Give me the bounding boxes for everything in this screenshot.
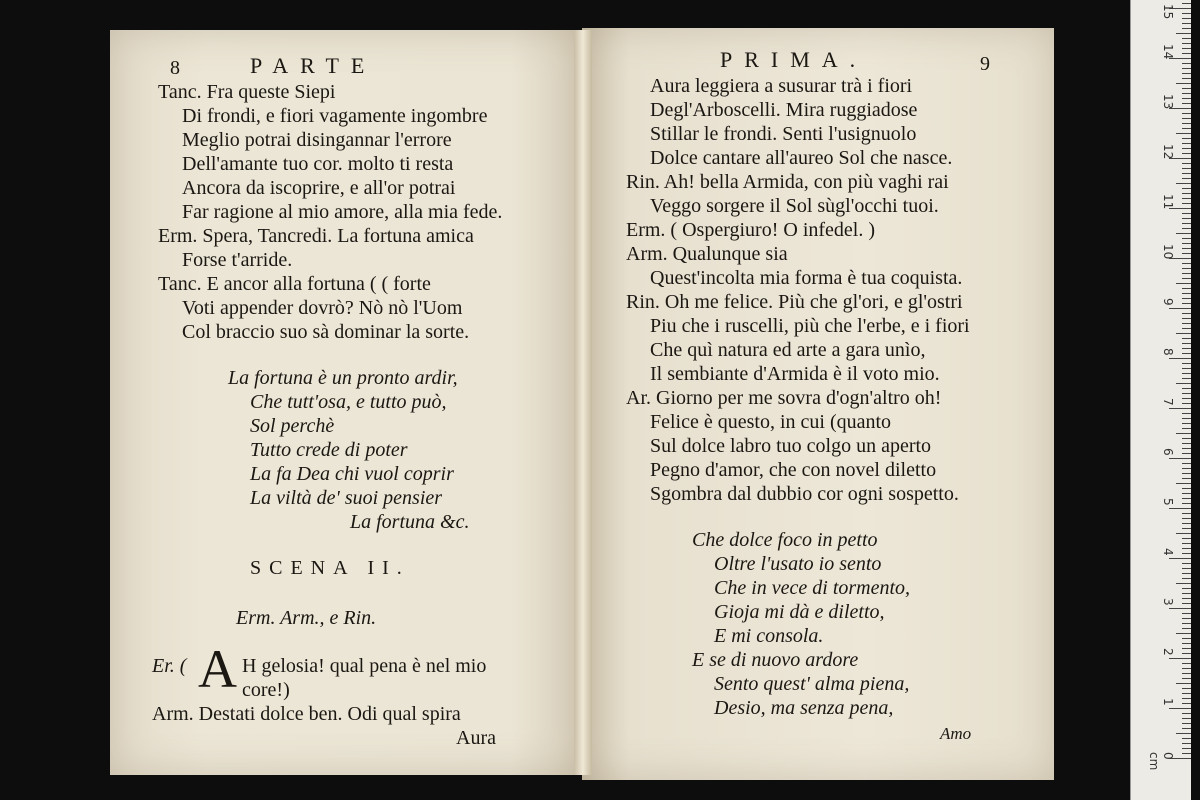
right-catchword: Amo xyxy=(940,724,972,743)
ruler-tick xyxy=(1176,533,1191,534)
ruler-tick xyxy=(1182,268,1191,269)
ruler-tick xyxy=(1176,633,1191,634)
ruler-tick xyxy=(1169,658,1191,659)
ruler-tick xyxy=(1182,128,1191,129)
ruler-tick xyxy=(1182,298,1191,299)
right-line: Piu che i ruscelli, più che l'erbe, e i fiori xyxy=(650,315,970,337)
ruler-tick xyxy=(1182,423,1191,424)
right-line: Sgombra dal dubbio cor ogni sospetto. xyxy=(650,483,959,505)
ruler-number: 10 xyxy=(1161,244,1175,260)
ruler-tick xyxy=(1182,638,1191,639)
right-aria-line: E mi consola. xyxy=(714,625,824,647)
left-line: Forse t'arride. xyxy=(182,249,293,271)
right-line: Che quì natura ed arte a gara unìo, xyxy=(650,339,926,361)
ruler-tick xyxy=(1182,373,1191,374)
left-running-head: PARTE xyxy=(250,53,377,78)
ruler-tick xyxy=(1182,163,1191,164)
right-aria-line: Che dolce foco in petto xyxy=(692,529,878,551)
ruler-tick xyxy=(1182,463,1191,464)
ruler-tick xyxy=(1182,493,1191,494)
right-line: Ar. Giorno per me sovra d'ogn'altro oh! xyxy=(626,387,942,409)
ruler-tick xyxy=(1182,698,1191,699)
ruler-tick xyxy=(1182,518,1191,519)
ruler-tick xyxy=(1182,588,1191,589)
ruler-tick xyxy=(1182,468,1191,469)
left-line: Tanc. E ancor alla fortuna ( ( forte xyxy=(158,273,431,295)
ruler-tick xyxy=(1176,383,1191,384)
left-aria-line: Sol perchè xyxy=(250,415,335,437)
left-aria-line: La fortuna &c. xyxy=(350,511,470,533)
ruler-tick xyxy=(1182,388,1191,389)
left-line: Voti appender dovrò? Nò nò l'Uom xyxy=(182,297,463,319)
ruler-tick xyxy=(1182,228,1191,229)
ruler-tick xyxy=(1182,138,1191,139)
ruler-number: 2 xyxy=(1161,648,1175,656)
ruler-tick xyxy=(1182,653,1191,654)
ruler-tick xyxy=(1182,743,1191,744)
ruler-tick xyxy=(1182,63,1191,64)
ruler-tick xyxy=(1182,718,1191,719)
ruler-tick xyxy=(1182,613,1191,614)
ruler-tick xyxy=(1182,498,1191,499)
ruler-tick xyxy=(1182,628,1191,629)
ruler-tick xyxy=(1182,378,1191,379)
ruler-tick xyxy=(1169,608,1191,609)
ruler-tick xyxy=(1182,393,1191,394)
ruler-tick xyxy=(1182,198,1191,199)
ruler-tick xyxy=(1182,98,1191,99)
ruler-tick xyxy=(1182,303,1191,304)
ruler-tick xyxy=(1182,193,1191,194)
ruler-tick xyxy=(1182,728,1191,729)
ruler-number: 13 xyxy=(1161,94,1175,110)
ruler-tick xyxy=(1182,213,1191,214)
left-aria-line: La fa Dea chi vuol coprir xyxy=(250,463,454,485)
left-aria-line: Tutto crede di poter xyxy=(250,439,408,461)
ruler-number: 1 xyxy=(1161,698,1175,706)
ruler-number: 14 xyxy=(1161,44,1175,60)
ruler-tick xyxy=(1182,723,1191,724)
right-aria-line: Desio, ma senza pena, xyxy=(714,697,894,719)
ruler-tick xyxy=(1182,618,1191,619)
left-line: Erm. Spera, Tancredi. La fortuna amica xyxy=(158,225,474,247)
ruler-tick xyxy=(1176,583,1191,584)
ruler-tick xyxy=(1169,708,1191,709)
scene-title: SCENA II. xyxy=(250,557,410,579)
right-line: Il sembiante d'Armida è il voto mio. xyxy=(650,363,940,385)
ruler-tick xyxy=(1182,173,1191,174)
ruler-tick xyxy=(1182,678,1191,679)
ruler-tick xyxy=(1182,3,1191,4)
ruler-tick xyxy=(1182,673,1191,674)
ruler-tick xyxy=(1182,753,1191,754)
ruler-tick xyxy=(1182,448,1191,449)
dialogue-speaker: Er. ( xyxy=(152,655,187,677)
ruler-tick xyxy=(1182,278,1191,279)
ruler-tick xyxy=(1182,748,1191,749)
right-line: Rin. Oh me felice. Più che gl'ori, e gl'ostri xyxy=(626,291,963,313)
ruler-tick xyxy=(1182,503,1191,504)
ruler-number: 6 xyxy=(1161,448,1175,456)
ruler-number: 9 xyxy=(1161,298,1175,306)
ruler-tick xyxy=(1182,203,1191,204)
left-aria-line: La viltà de' suoi pensier xyxy=(250,487,443,509)
ruler-tick xyxy=(1182,453,1191,454)
ruler-tick xyxy=(1182,513,1191,514)
ruler-tick xyxy=(1182,363,1191,364)
ruler-tick xyxy=(1182,573,1191,574)
ruler-tick xyxy=(1182,623,1191,624)
ruler-tick xyxy=(1182,538,1191,539)
right-aria-line: Gioja mi dà e diletto, xyxy=(714,601,885,623)
ruler-tick xyxy=(1182,668,1191,669)
ruler-tick xyxy=(1182,593,1191,594)
ruler-tick xyxy=(1182,143,1191,144)
ruler-tick xyxy=(1182,313,1191,314)
ruler-tick xyxy=(1182,48,1191,49)
ruler-tick xyxy=(1182,338,1191,339)
ruler-tick xyxy=(1182,23,1191,24)
ruler-tick xyxy=(1182,563,1191,564)
ruler-tick xyxy=(1182,318,1191,319)
ruler-tick xyxy=(1182,578,1191,579)
right-aria-line: Oltre l'usato io sento xyxy=(714,553,882,575)
right-aria-line: Che in vece di tormento, xyxy=(714,577,911,599)
ruler-tick xyxy=(1169,558,1191,559)
dialogue-line: H gelosia! qual pena è nel mio xyxy=(242,655,487,677)
ruler-tick xyxy=(1169,458,1191,459)
scene-cast: Erm. Arm., e Rin. xyxy=(236,607,377,629)
ruler-unit-label: 0 cm xyxy=(1147,752,1175,771)
ruler-tick xyxy=(1182,348,1191,349)
right-aria-line: E se di nuovo ardore xyxy=(692,649,859,671)
ruler-tick xyxy=(1182,418,1191,419)
ruler-tick xyxy=(1182,543,1191,544)
right-line: Aura leggiera a susurar trà i fiori xyxy=(650,75,913,97)
ruler-tick xyxy=(1182,113,1191,114)
ruler-tick xyxy=(1182,398,1191,399)
ruler-tick xyxy=(1182,488,1191,489)
book-gutter xyxy=(574,30,592,775)
ruler-tick xyxy=(1182,713,1191,714)
ruler-tick xyxy=(1182,168,1191,169)
measuring-ruler xyxy=(1130,0,1191,800)
right-line: Erm. ( Ospergiuro! O infedel. ) xyxy=(626,219,876,241)
ruler-tick xyxy=(1182,148,1191,149)
ruler-tick xyxy=(1169,308,1191,309)
ruler-tick xyxy=(1182,478,1191,479)
ruler-tick xyxy=(1182,648,1191,649)
ruler-tick xyxy=(1182,273,1191,274)
ruler-tick xyxy=(1176,483,1191,484)
ruler-number: 5 xyxy=(1161,498,1175,506)
ruler-tick xyxy=(1182,28,1191,29)
ruler-tick xyxy=(1182,43,1191,44)
ruler-tick xyxy=(1182,328,1191,329)
right-line: Dolce cantare all'aureo Sol che nasce. xyxy=(650,147,953,169)
ruler-tick xyxy=(1182,78,1191,79)
ruler-tick xyxy=(1182,413,1191,414)
ruler-tick xyxy=(1182,263,1191,264)
left-line: Di frondi, e fiori vagamente ingombre xyxy=(182,105,488,127)
ruler-tick xyxy=(1176,33,1191,34)
ruler-tick xyxy=(1182,223,1191,224)
ruler-number: 8 xyxy=(1161,348,1175,356)
right-aria-line: Sento quest' alma piena, xyxy=(714,673,910,695)
right-line: Degl'Arboscelli. Mira ruggiadose xyxy=(650,99,918,121)
ruler-tick xyxy=(1182,663,1191,664)
ruler-tick xyxy=(1182,568,1191,569)
ruler-tick xyxy=(1169,358,1191,359)
ruler-tick xyxy=(1182,473,1191,474)
drop-cap: A xyxy=(198,639,237,699)
ruler-tick xyxy=(1182,428,1191,429)
ruler-tick xyxy=(1182,118,1191,119)
dialogue-line: Arm. Destati dolce ben. Odi qual spira xyxy=(152,703,461,725)
ruler-tick xyxy=(1182,123,1191,124)
ruler-tick xyxy=(1182,523,1191,524)
left-line: Far ragione al mio amore, alla mia fede. xyxy=(182,201,503,223)
ruler-tick xyxy=(1182,38,1191,39)
ruler-tick xyxy=(1169,508,1191,509)
ruler-tick xyxy=(1176,133,1191,134)
ruler-number: 12 xyxy=(1161,144,1175,160)
ruler-tick xyxy=(1182,528,1191,529)
left-line: Col braccio suo sà dominar la sorte. xyxy=(182,321,470,343)
ruler-tick xyxy=(1182,438,1191,439)
ruler-tick xyxy=(1182,738,1191,739)
ruler-tick xyxy=(1176,733,1191,734)
ruler-tick xyxy=(1182,248,1191,249)
ruler-tick xyxy=(1182,103,1191,104)
right-page-number: 9 xyxy=(980,53,990,75)
ruler-tick xyxy=(1182,603,1191,604)
ruler-number: 11 xyxy=(1161,194,1175,210)
ruler-tick xyxy=(1169,408,1191,409)
ruler-tick xyxy=(1182,153,1191,154)
ruler-tick xyxy=(1182,288,1191,289)
ruler-tick xyxy=(1182,598,1191,599)
ruler-tick xyxy=(1176,333,1191,334)
ruler-number: 7 xyxy=(1161,398,1175,406)
ruler-tick xyxy=(1182,178,1191,179)
right-line: Arm. Qualunque sia xyxy=(626,243,788,265)
ruler-number: 4 xyxy=(1161,548,1175,556)
ruler-tick xyxy=(1182,293,1191,294)
ruler-tick xyxy=(1182,443,1191,444)
ruler-tick xyxy=(1182,68,1191,69)
ruler-tick xyxy=(1182,403,1191,404)
ruler-tick xyxy=(1182,218,1191,219)
left-catchword: Aura xyxy=(456,727,496,749)
ruler-tick xyxy=(1182,238,1191,239)
left-line: Dell'amante tuo cor. molto ti resta xyxy=(182,153,454,175)
ruler-tick xyxy=(1182,88,1191,89)
ruler-tick xyxy=(1182,368,1191,369)
left-aria-line: La fortuna è un pronto ardir, xyxy=(228,367,458,389)
right-line: Rin. Ah! bella Armida, con più vaghi rai xyxy=(626,171,949,193)
ruler-tick xyxy=(1182,693,1191,694)
ruler-tick xyxy=(1182,253,1191,254)
ruler-tick xyxy=(1182,18,1191,19)
ruler-tick xyxy=(1176,233,1191,234)
ruler-tick xyxy=(1182,353,1191,354)
ruler-tick xyxy=(1176,183,1191,184)
ruler-tick xyxy=(1182,243,1191,244)
ruler-tick xyxy=(1182,53,1191,54)
ruler-tick xyxy=(1182,643,1191,644)
ruler-tick xyxy=(1176,83,1191,84)
left-aria-line: Che tutt'osa, e tutto può, xyxy=(250,391,447,413)
right-line: Pegno d'amor, che con novel diletto xyxy=(650,459,937,481)
ruler-tick xyxy=(1182,93,1191,94)
right-line: Stillar le frondi. Senti l'usignuolo xyxy=(650,123,917,145)
ruler-tick xyxy=(1182,73,1191,74)
ruler-tick xyxy=(1182,688,1191,689)
ruler-tick xyxy=(1182,188,1191,189)
dialogue-line: core!) xyxy=(242,679,290,701)
ruler-tick xyxy=(1182,553,1191,554)
left-page-number: 8 xyxy=(170,57,180,79)
right-line: Quest'incolta mia forma è tua coquista. xyxy=(650,267,963,289)
ruler-tick xyxy=(1182,13,1191,14)
left-line: Meglio potrai disingannar l'errore xyxy=(182,129,452,151)
right-running-head: PRIMA. xyxy=(720,47,868,72)
right-line: Veggo sorgere il Sol sùgl'occhi tuoi. xyxy=(650,195,939,217)
ruler-number: 15 xyxy=(1161,4,1175,20)
right-line: Sul dolce labro tuo colgo un aperto xyxy=(650,435,932,457)
ruler-tick xyxy=(1176,683,1191,684)
left-line: Tanc. Fra queste Siepi xyxy=(158,81,336,103)
right-line: Felice è questo, in cui (quanto xyxy=(650,411,892,433)
ruler-tick xyxy=(1176,283,1191,284)
ruler-tick xyxy=(1176,433,1191,434)
ruler-tick xyxy=(1182,343,1191,344)
left-line: Ancora da iscoprire, e all'or potrai xyxy=(182,177,456,199)
ruler-tick xyxy=(1182,323,1191,324)
ruler-number: 3 xyxy=(1161,598,1175,606)
ruler-tick xyxy=(1182,548,1191,549)
ruler-tick xyxy=(1182,703,1191,704)
